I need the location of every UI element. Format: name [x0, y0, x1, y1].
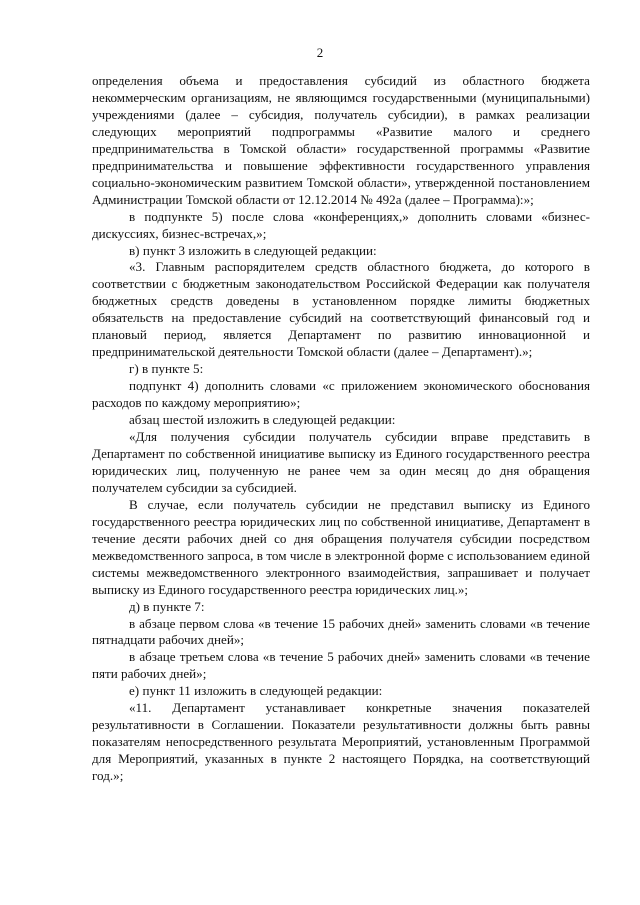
document-body: [92, 73, 590, 785]
paragraph-sixth-abzac-text: «Для получения субсидии получатель субсидии вправе представить в Департамент по собственной инициативе выписку из Единого государственного реестра юридических лиц, полученную не ранее чем за один месяц до дня обращения получателем субсидии за субсидией.: [92, 429, 590, 495]
paragraph-item-d-heading: д) в пункте 7:: [129, 598, 205, 614]
page-number: 2: [316, 45, 324, 60]
paragraph-subpoint-5-amendment: в подпункте 5) после слова «конференциях,» дополнить словами «бизнес-дискуссиях, бизнес-встречах,»;: [92, 208, 590, 241]
paragraph-item-e-heading: е) пункт 11 изложить в следующей редакции:: [129, 683, 383, 699]
paragraph-item-g-heading: г) в пункте 5:: [129, 361, 204, 377]
paragraph-point-11-text: «11. Департамент устанавливает конкретные значения показателей результативности в Соглашении. Показатели результативности должны быть равны показателям непосредственного результата Мероприятий, установленным Программой для Мероприятий, указанных в пункте 2 настоящего Порядка, на соответствующий год.»;: [92, 700, 590, 784]
paragraph-sixth-abzac-heading: абзац шестой изложить в следующей редакции:: [129, 412, 396, 428]
paragraph-egrul-request-text: В случае, если получатель субсидии не представил выписку из Единого государственного реестра юридических лиц по собственной инициативе, Департамент в течение десяти рабочих дней со дня обращения получателя субсидии посредством межведомственного запроса, в том числе в электронной форме с использованием единой системы межведомственного электронного взаимодействия, запрашивает и получает выписку из Единого государственного реестра юридических лиц.»;: [92, 496, 590, 597]
paragraph-third-abzac-amendment: в абзаце третьем слова «в течение 5 рабочих дней» заменить словами «в течение пяти рабочих дней»;: [92, 649, 590, 682]
paragraph-first-abzac-amendment: в абзаце первом слова «в течение 15 рабочих дней» заменить словами «в течение пятнадцати рабочих дней»;: [92, 615, 590, 648]
paragraph-subpoint-4-amendment: подпункт 4) дополнить словами «с приложением экономического обоснования расходов по каждому мероприятию»;: [92, 378, 590, 411]
paragraph-item-v-heading: в) пункт 3 изложить в следующей редакции:: [129, 242, 377, 258]
paragraph-continuation: определения объема и предоставления субсидий из областного бюджета некоммерческим организациям, не являющимся государственными (муниципальными) учреждениями (далее – субсидия, получатель субсидии), в рамках реализации следующих мероприятий подпрограммы «Развитие малого и среднего предпринимательства в Томской области» государственной программы «Развитие предпринимательства и повышение эффективности государственного управления социально-экономическим развитием Томской области», утвержденной постановлением Администрации Томской области от 12.12.2014 № 492а (далее – Программа):»;: [92, 73, 590, 207]
paragraph-point-3-text: «3. Главным распорядителем средств областного бюджета, до которого в соответствии с бюджетным законодательством Российской Федерации как получателя бюджетных средств доведены в установленном порядке лимиты бюджетных обязательств на предоставление субсидий на соответствующий финансовый год и плановый период, является Департамент по развитию инновационной и предпринимательской деятельности Томской области (далее – Департамент).»;: [92, 259, 590, 360]
